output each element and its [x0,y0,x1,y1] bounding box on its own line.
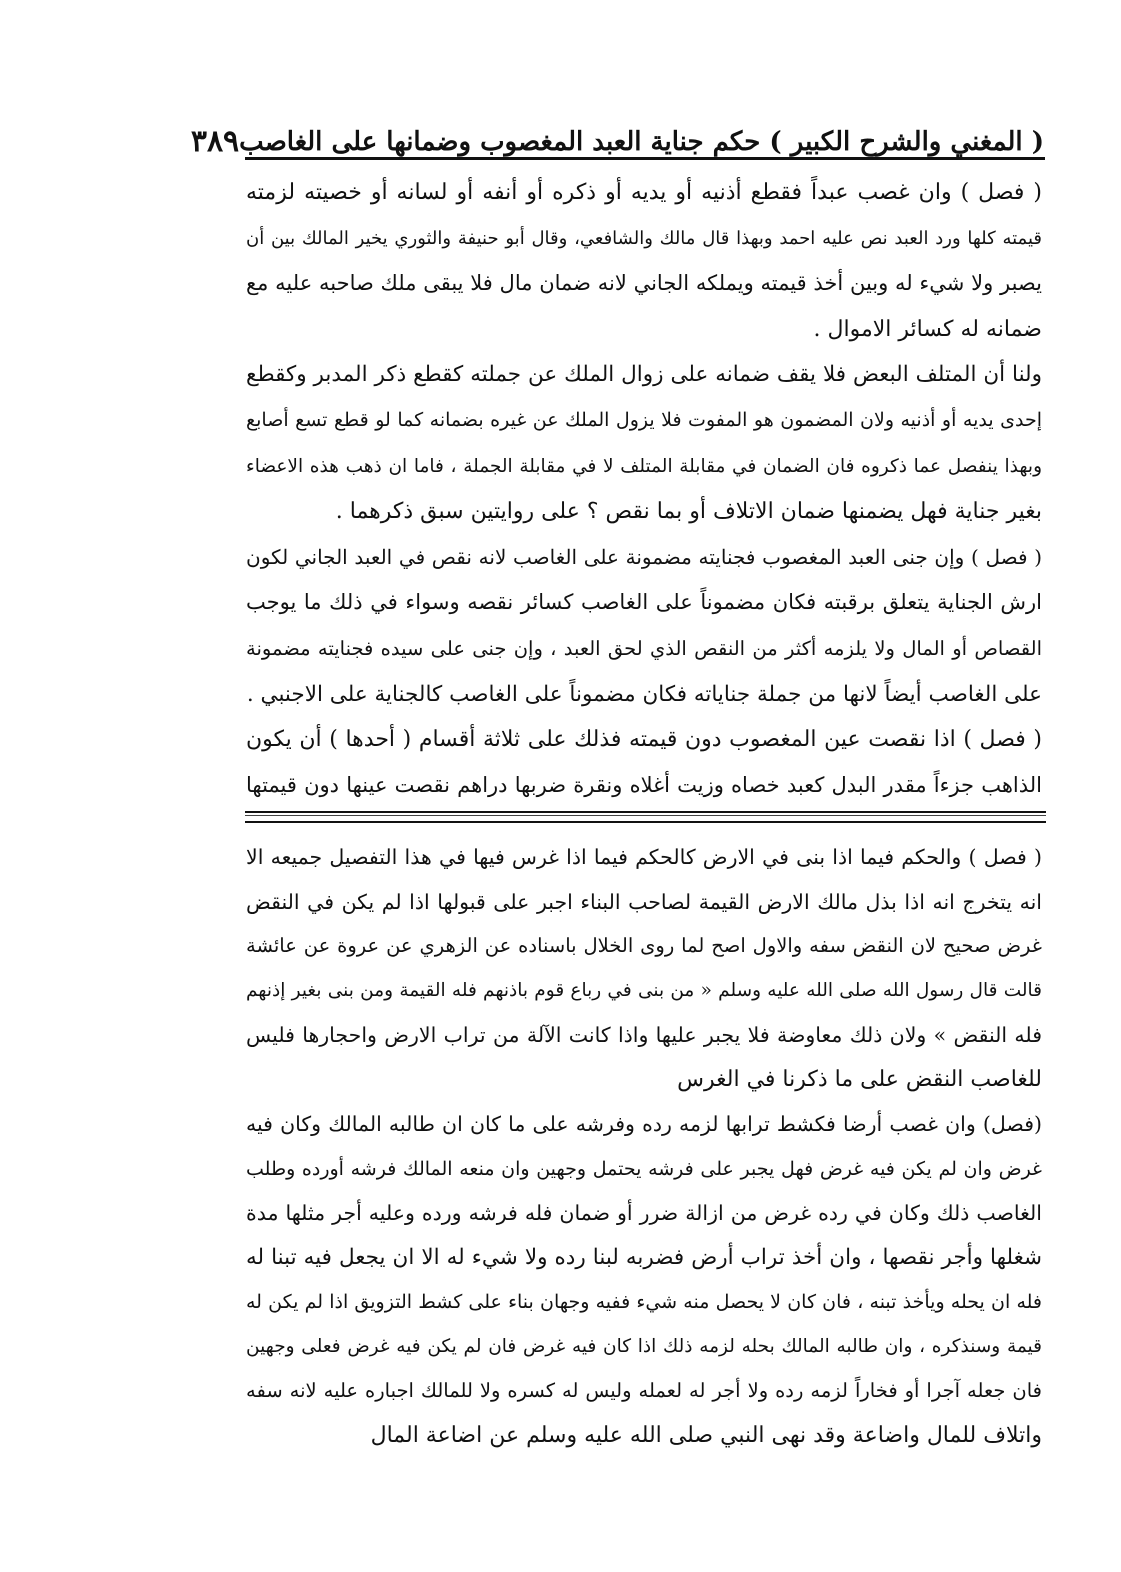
paragraph [246,835,1042,1102]
text-line: ( فصل ) والحكم فيما اذا بنى في الارض كالحكم فيما اذا غرس فيها في هذا التفصيل جميعه الا [246,845,1042,869]
text-line: القصاص أو المال ولا يلزمه أكثر من النقص الذي لحق العبد ، وإن جنى على سيده فجنايته مضمونة [246,636,1042,660]
text-line: (فصل) وان غصب أرضا فكشط ترابها لزمه رده وفرشه على ما كان ان طالبه المالك وكان فيه [246,1112,1042,1136]
text-line: ولنا أن المتلف البعض فلا يقف ضمانه على زوال الملك عن جملته كقطع ذكر المدبر وكقطع [246,362,1042,388]
text-line: الذاهب جزءاً مقدر البدل كعبد خصاه وزيت أغلاه ونقرة ضربها دراهم نقصت عينها دون قيمتها [246,772,1042,797]
paragraph [246,170,1042,352]
text-line: واتلاف للمال واضاعة وقد نهى النبي صلى الله عليه وسلم عن اضاعة المال [370,1422,1042,1448]
page-number: ٣٨٩ [190,124,240,159]
text-line: وبهذا ينفصل عما ذكروه فان الضمان في مقابلة المتلف لا في مقابلة الجملة ، فاما ان ذهب هذه الاعضاء [246,455,1042,477]
text-line: انه يتخرج انه اذا بذل مالك الارض القيمة لصاحب البناء اجبر على قبولها اذا لم يكن في النقض [246,889,1042,914]
text-line: قيمة وسنذكره ، وان طالبه المالك بحله لزمه ذلك اذا كان فيه غرض فان لم يكن فيه غرض فعلى وجهين [246,1335,1042,1357]
text-line: للغاصب النقض على ما ذكرنا في الغرس [677,1066,1042,1092]
text-line: ( فصل ) اذا نقصت عين المغصوب دون قيمته فذلك على ثلاثة أقسام ( أحدها ) أن يكون [246,727,1042,753]
text-line: ارش الجناية يتعلق برقبته فكان مضموناً على الغاصب كسائر نقصه وسواء في ذلك ما يوجب [246,590,1042,615]
paragraph [246,535,1042,717]
paragraph [246,352,1042,534]
text-line: فله ان يحله ويأخذ تبنه ، فان كان لا يحصل منه شيء ففيه وجهان بناء على كشط التزويق اذا لم يكن له [246,1291,1042,1313]
text-line: ( فصل ) وإن جنى العبد المغصوب فجنايته مضمونة على الغاصب لانه نقص في العبد الجاني لكون [246,544,1042,569]
commentary-text-lower [246,835,1042,1458]
section-divider [245,811,1046,823]
text-line: غرض صحيح لان النقض سفه والاول اصح لما روى الخلال باسناده عن الزهري عن عروة عن عائشة [246,934,1042,957]
paragraph [246,717,1042,808]
paragraph [246,1102,1042,1458]
page-header [190,122,1044,159]
text-line: إحدى يديه أو أذنيه ولان المضمون هو المفوت فلا يزول الملك عن غيره بضمانه كما لو قطع تسع أصابع [246,408,1042,431]
text-line: شغلها وأجر نقصها ، وان أخذ تراب أرض فضربه لبنا رده ولا شيء له الا ان يجعل فيه تبنا له [246,1244,1042,1270]
text-line: الغاصب ذلك وكان في رده غرض من ازالة ضرر أو ضمان فله فرشه ورده وعليه أجر مثلها مدة [246,1201,1042,1225]
text-line: قيمته كلها ورد العبد نص عليه احمد وبهذا قال مالك والشافعي، وقال أبو حنيفة والثوري يخير المالك بين أن [246,227,1042,249]
text-line: فله النقض » ولان ذلك معاوضة فلا يجبر عليها واذا كانت الآلة من تراب الارض واحجارها فليس [246,1023,1042,1047]
text-line: قالت قال رسول الله صلى الله عليه وسلم « من بنى في رباع قوم باذنهم فله القيمة ومن بنى بغير إذنهم [246,979,1042,1001]
text-line: فان جعله آجرا أو فخاراً لزمه رده ولا أجر له لعمله وليس له كسره ولا للمالك اجباره عليه لانه سفه [246,1379,1042,1402]
text-line: ( فصل ) وان غصب عبداً فقطع أذنيه أو يديه أو ذكره أو أنفه أو لسانه أو خصيته لزمته [246,180,1042,205]
text-line: على الغاصب أيضاً لانها من جملة جناياته فكان مضموناً على الغاصب كالجناية على الاجنبي . [246,681,1042,707]
main-text-upper [246,170,1042,808]
section-divider-inner-rule [245,815,1046,816]
text-line: بغير جناية فهل يضمنها ضمان الاتلاف أو بما نقص ؟ على روايتين سبق ذكرهما . [335,499,1042,525]
text-line: يصبر ولا شيء له وبين أخذ قيمته ويملكه الجاني لانه ضمان مال فلا يبقى ملك صاحبه عليه مع [246,271,1042,296]
text-line: غرض وان لم يكن فيه غرض فهل يجبر على فرشه يحتمل وجهين وان منعه المالك فرشه أورده وطلب [246,1157,1042,1180]
text-line: ضمانه له كسائر الاموال . [813,316,1042,342]
header-rule [245,157,1045,160]
running-title: ( المغني والشرح الكبير ) حكم جناية العبد المغصوب وضمانها على الغاصب [239,127,1044,157]
